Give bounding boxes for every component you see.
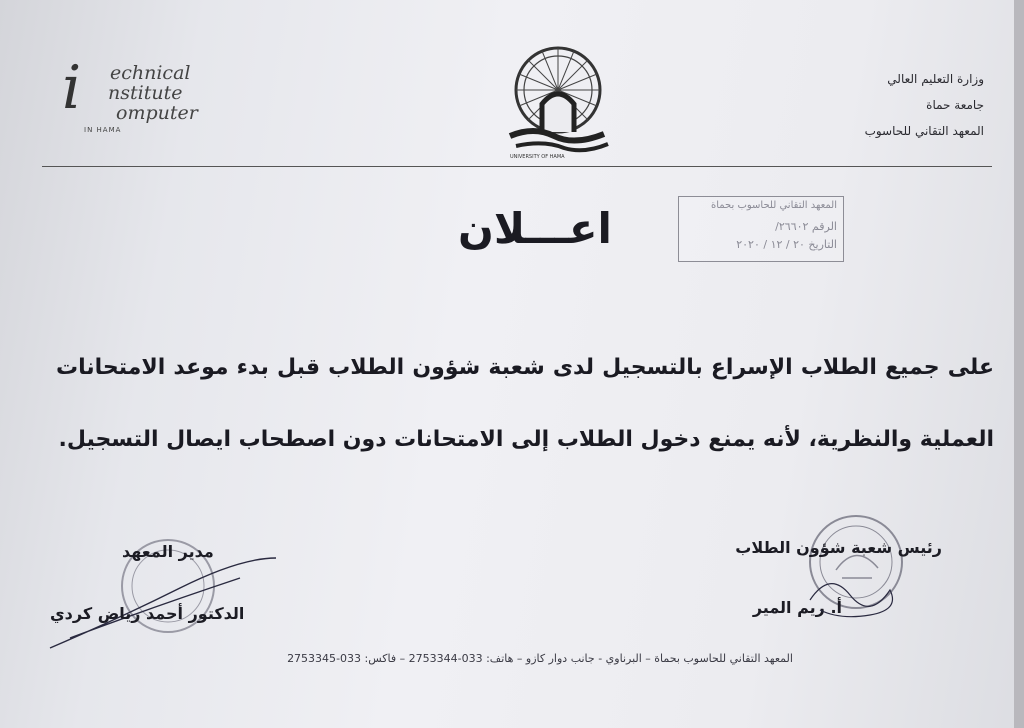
- page-edge: [1014, 0, 1024, 728]
- university-logo-caption: UNIVERSITY OF HAMA: [510, 154, 565, 160]
- footer-contact: المعهد التقاني للحاسوب بحماة – البرناوي - جانب دوار كازو – هاتف: 033-2753344 – فاكس: 033-2753345: [287, 652, 793, 665]
- header-divider: [42, 166, 992, 167]
- logo-line-4: IN HAMA: [84, 126, 122, 134]
- logo-line-3: omputer: [116, 102, 198, 124]
- student-affairs-head-title: رئيس شعبة شؤون الطلاب: [735, 538, 942, 557]
- university-emblem-icon: [504, 44, 624, 154]
- signature-scribble-icon: [800, 560, 920, 630]
- institute-name: المعهد التقاني للحاسوب: [864, 124, 984, 138]
- student-affairs-head-name: أ. ريم المير: [752, 598, 842, 617]
- logo-line-1: echnical: [110, 62, 191, 84]
- stamp-number: الرقم ٢٦٦٠٢/: [775, 220, 837, 233]
- university-name: جامعة حماة: [926, 98, 984, 112]
- director-title: مدير المعهد: [122, 542, 214, 561]
- institute-logo: [58, 53, 238, 138]
- institute-logo-monogram: i: [62, 53, 82, 123]
- director-name: الدكتور أحمد رياض كردي: [50, 604, 245, 623]
- reference-stamp: [678, 196, 844, 262]
- director-signature-icon: [40, 548, 280, 658]
- university-logo: [504, 44, 624, 164]
- ministry-name: وزارة التعليم العالي: [887, 72, 984, 86]
- announcement-title: اعـــلان: [458, 204, 612, 253]
- stamp-date: التاريخ ٢٠ / ١٢ / ٢٠٢٠: [736, 238, 837, 251]
- logo-line-2: nstitute: [108, 82, 183, 104]
- announcement-body: على جميع الطلاب الإسراع بالتسجيل لدى شعبة شؤون الطلاب قبل بدء موعد الامتحانات العملية والنظرية، لأنه يمنع دخول الطلاب إلى الامتحانات دون اصطحاب ايصال التسجيل.: [56, 355, 994, 452]
- stamp-institute: المعهد التقاني للحاسوب بحماة: [710, 200, 837, 211]
- header-ministry-block: [865, 66, 984, 144]
